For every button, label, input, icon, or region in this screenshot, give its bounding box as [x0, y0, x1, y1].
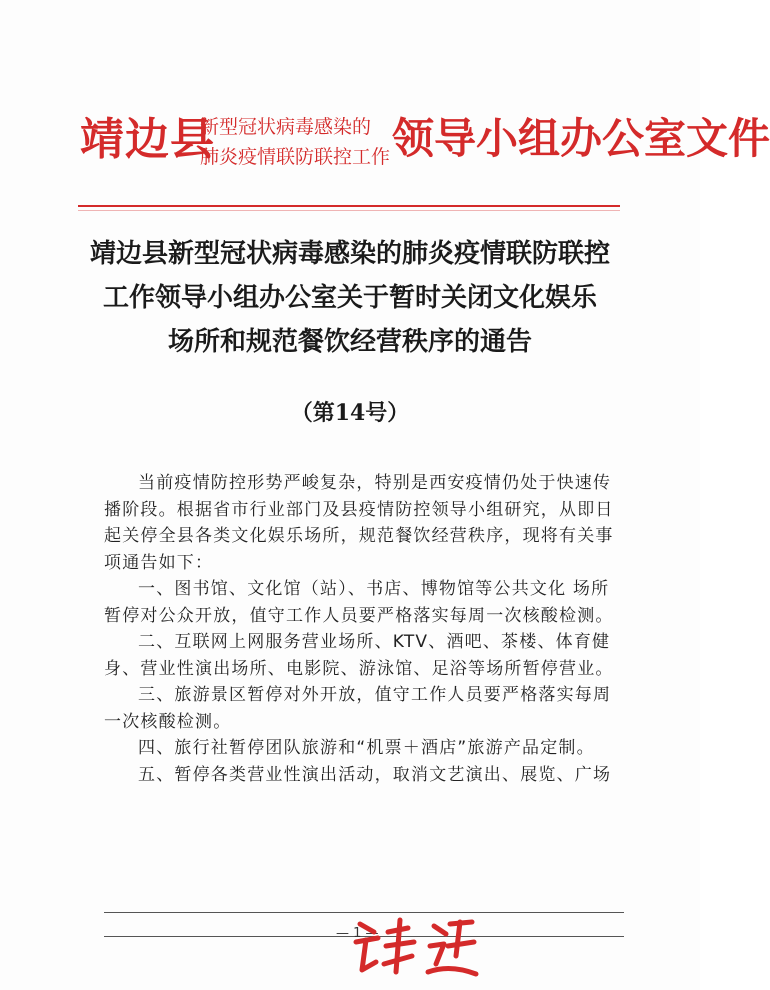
header-red-rule [78, 205, 620, 207]
page-number: — 1 — [336, 926, 379, 941]
title-line3: 场所和规范餐饮经营秩序的通告 [167, 327, 532, 357]
header-org-line2: 肺炎疫情联防联控工作 [200, 146, 391, 168]
paragraph-item-4: 四、旅行社暂停团队旅游和“机票＋酒店”旅游产品定制。 [138, 738, 595, 758]
paragraph-item-1: 一、图书馆、文化馆（站）、书店、博物馆等公共文化 场所暂停对公众开放，值守工作人员要严格落实每周一次核酸检测。 [104, 579, 614, 626]
header-county: 靖边县 [80, 114, 215, 165]
paragraph-intro: 当前疫情防控形势严峻复杂，特别是西安疫情仍处于快速传播阶段。根据省市行业部门及县疫情防控领导小组研究，从即日起关停全县各类文化娱乐场所，规范餐饮经营秩序，现将有关事项通告如下： [104, 473, 614, 573]
document-number: （第14号） [290, 400, 410, 426]
header-organization [200, 112, 390, 172]
title-line1: 靖边县新型冠状病毒感染的肺炎疫情联防联控 [89, 239, 610, 269]
header-red-rule-shadow [78, 210, 620, 211]
paragraph-item-5: 五、暂停各类营业性演出活动，取消文艺演出、展览、广场 [138, 764, 612, 785]
handwritten-signature-icon [350, 912, 480, 982]
paragraph-item-3: 三、旅游景区暂停对外开放，值守工作人员要严格落实每周一次核酸检测。 [104, 685, 612, 732]
header-suffix: 领导小组办公室文件 [392, 114, 770, 163]
document-body [104, 470, 618, 788]
title-line2: 工作领导小组办公室关于暂时关闭文化娱乐 [102, 283, 597, 313]
header-org-line1: 新型冠状病毒感染的 [200, 116, 372, 138]
document-title [80, 232, 620, 364]
paragraph-item-2: 二、互联网上网服务营业场所、KTV、酒吧、茶楼、体育健身、营业性演出场所、电影院、游泳馆、足浴等场所暂停营业。 [104, 632, 614, 679]
